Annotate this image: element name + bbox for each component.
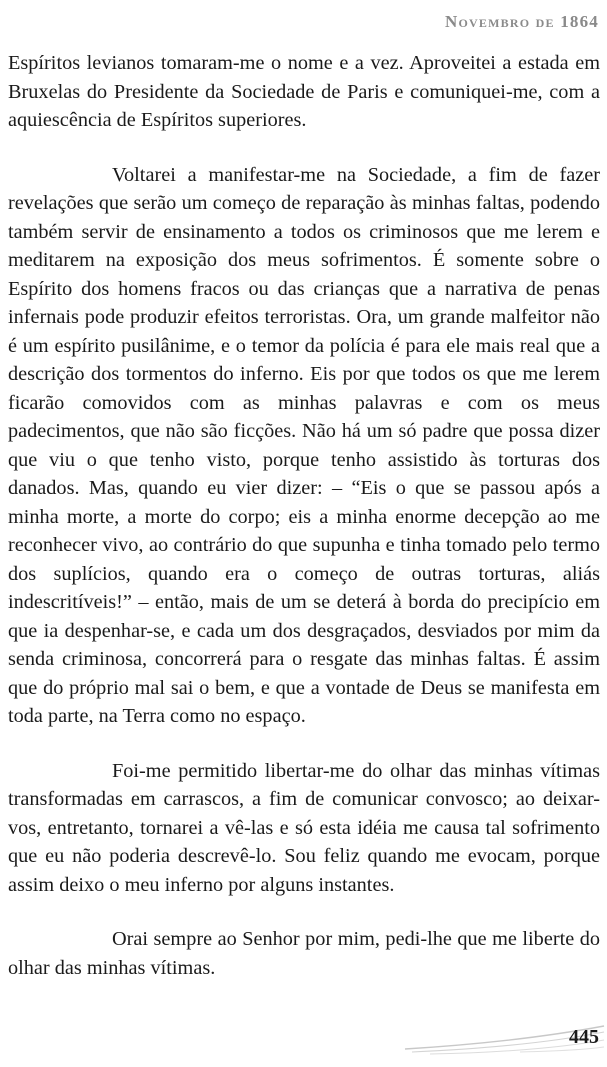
paragraph-4: Orai sempre ao Senhor por mim, pedi-lhe que me liberte do olhar das minhas vítimas. xyxy=(8,928,600,979)
running-header: Novembro de 1864 xyxy=(445,12,599,31)
page-body xyxy=(8,49,600,982)
paragraph-gap xyxy=(8,899,600,925)
swoosh-ornament xyxy=(0,1018,607,1067)
page-footer xyxy=(0,1018,607,1067)
page-number: 445 xyxy=(569,1026,599,1048)
paragraph-gap xyxy=(8,731,600,757)
paragraph-3: Foi-me permitido libertar-me do olhar das minhas vítimas transformadas em carrascos, a fim de comunicar convosco; ao deixar-vos, entretanto, tornarei a vê-las e só esta idéia me causa tal sofrimento que eu não poderia descrevê-lo. Sou feliz quando me evocam, porque assim deixo o meu inferno por alguns instantes. xyxy=(8,759,600,896)
paragraph-gap xyxy=(8,135,600,161)
paragraph-1: Espíritos levianos tomaram-me o nome e a vez. Aproveitei a estada em Bruxelas do Presidente da Sociedade de Paris e comuniquei-me, com a aquiescência de Espíritos superiores. xyxy=(8,52,600,131)
paragraph-2: Voltarei a manifestar-me na Sociedade, a fim de fazer revelações que serão um começo de reparação às minhas faltas, podendo também servir de ensinamento a todos os criminosos que me lerem e meditarem na exposição dos meus sofrimentos. É somente sobre o Espírito dos homens fracos ou das crianças que a narrativa de penas infernais pode produzir efeitos terroristas. Ora, um grande malfeitor não é um espírito pusilânime, e o temor da polícia é para ele mais real que a descrição dos tormentos do inferno. Eis por que todos os que me lerem ficarão comovidos com as minhas palavras e com os meus padecimentos, que não são ficções. Não há um só padre que possa dizer que viu o que tenho visto, porque tenho assistido às torturas dos danados. Mas, quando eu vier dizer: – “Eis o que se passou após a minha morte, a morte do corpo; eis a minha enorme decepção ao me reconhecer vivo, ao contrário do que supunha e tinha tomado pelo termo dos suplícios, quando era o começo de outras torturas, aliás indescritíveis!” – então, mais de um se deterá à borda do precipício em que ia despenhar-se, e cada um dos desgraçados, desviados por mim da senda criminosa, concorrerá para o resgate das minhas faltas. É assim que do próprio mal sai o bem, e que a vontade de Deus se manifesta em toda parte, na Terra como no espaço. xyxy=(8,163,600,727)
